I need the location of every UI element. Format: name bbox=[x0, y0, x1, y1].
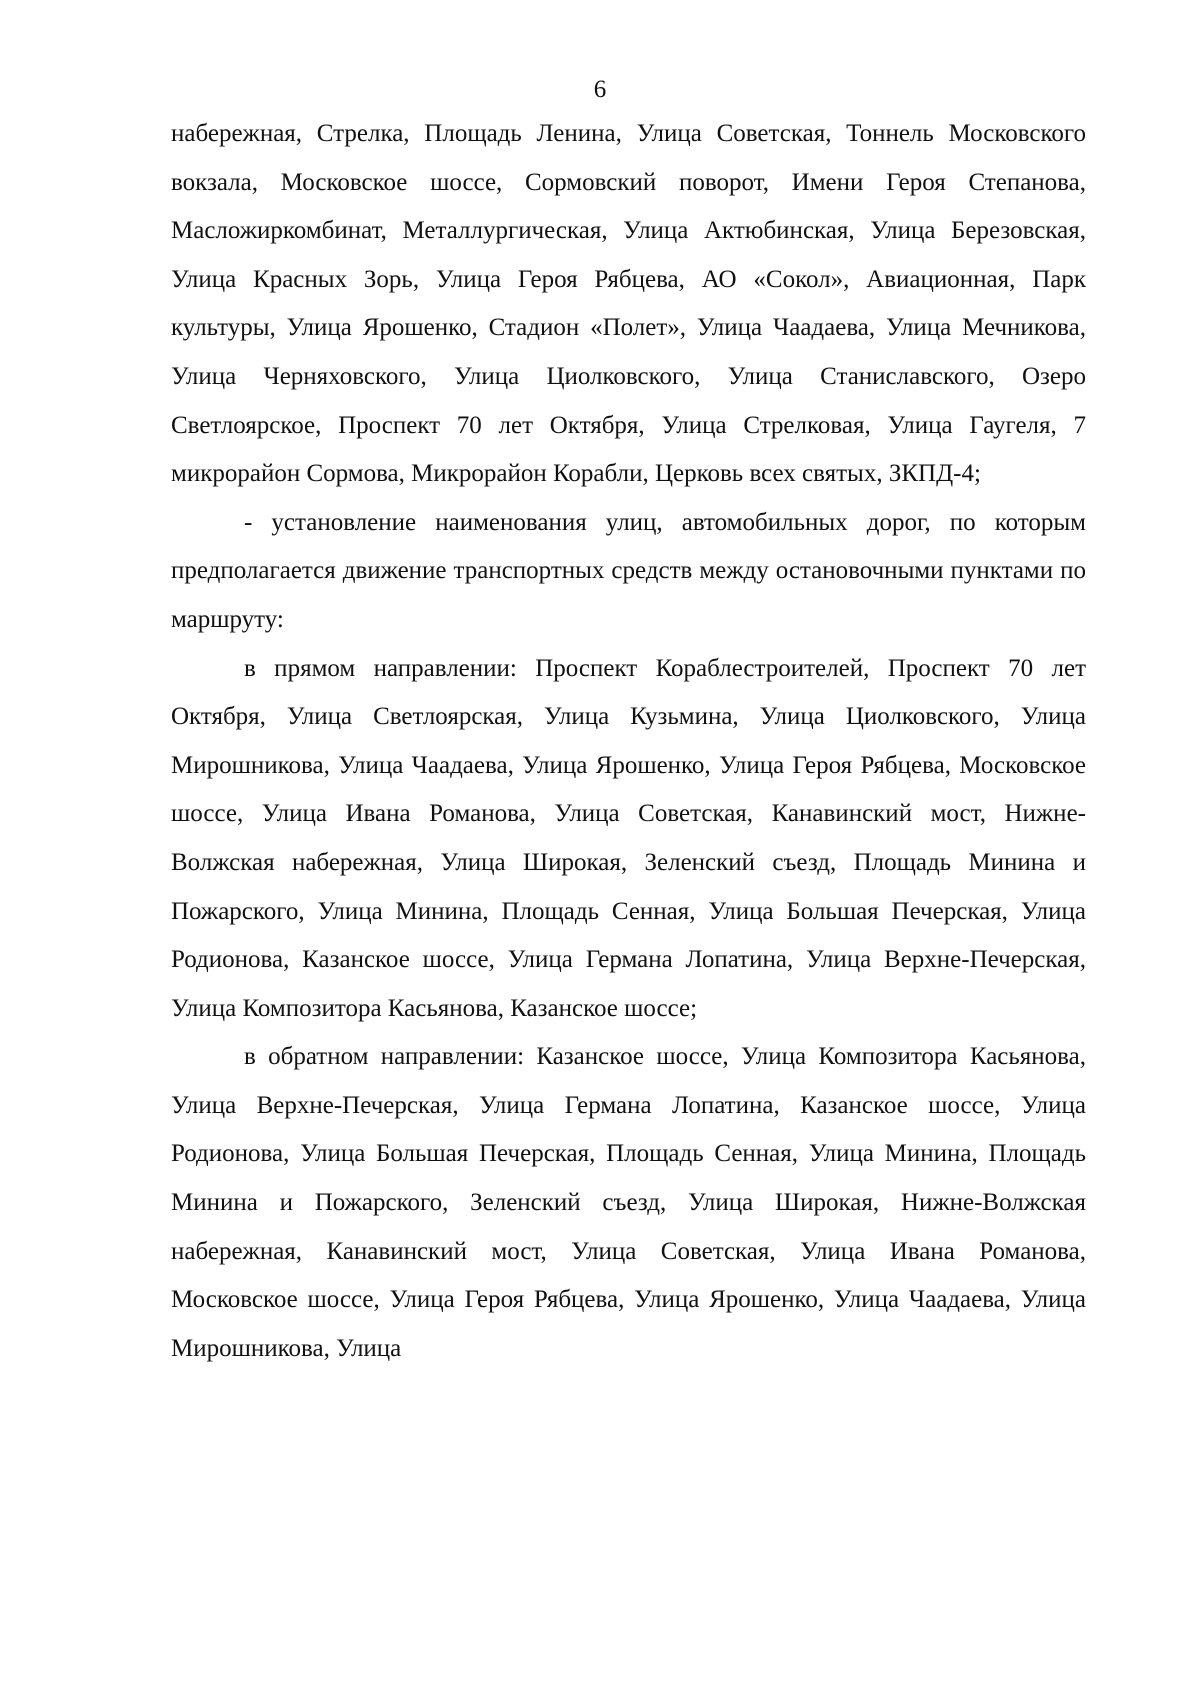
reverse-direction-paragraph: в обратном направлении: Казанское шоссе, Улица Композитора Касьянова, Улица Верхне-Печерская, Улица Германа Лопатина, Казанское шоссе, Улица Родионова, Улица Большая Печерская, Площадь Сенная, Улица Минина, Площадь Минина и Пожарского, Зеленский съезд, Улица Широкая, Нижне-Волжская набережная, Канавинский мост, Улица Советская, Улица Ивана Романова, Московское шоссе, Улица Героя Рябцева, Улица Ярошенко, Улица Чаадаева, Улица Мирошникова, Улица bbox=[171, 1043, 1086, 1362]
document-body bbox=[171, 110, 1086, 1373]
streets-intro-paragraph: - установление наименования улиц, автомобильных дорог, по которым предполагается движение транспортных средств между остановочными пунктами по маршруту: bbox=[171, 508, 1086, 633]
forward-direction-paragraph: в прямом направлении: Проспект Кораблестроителей, Проспект 70 лет Октября, Улица Светлоярская, Улица Кузьмина, Улица Циолковского, Улица Мирошникова, Улица Чаадаева, Улица Ярошенко, Улица Героя Рябцева, Московское шоссе, Улица Ивана Романова, Улица Советская, Канавинский мост, Нижне-Волжская набережная, Улица Широкая, Зеленский съезд, Площадь Минина и Пожарского, Улица Минина, Площадь Сенная, Улица Большая Печерская, Улица Родионова, Казанское шоссе, Улица Германа Лопатина, Улица Верхне-Печерская, Улица Композитора Касьянова, Казанское шоссе; bbox=[171, 654, 1086, 1022]
stops-list-paragraph: набережная, Стрелка, Площадь Ленина, Улица Советская, Тоннель Московского вокзала, Московское шоссе, Сормовский поворот, Имени Героя Степанова, Масложиркомбинат, Металлургическая, Улица Актюбинская, Улица Березовская, Улица Красных Зорь, Улица Героя Рябцева, АО «Сокол», Авиационная, Парк культуры, Улица Ярошенко, Стадион «Полет», Улица Чаадаева, Улица Мечникова, Улица Черняховского, Улица Циолковского, Улица Станиславского, Озеро Светлоярское, Проспект 70 лет Октября, Улица Стрелковая, Улица Гаугеля, 7 микрорайон Сормова, Микрорайон Корабли, Церковь всех святых, ЗКПД-4; bbox=[171, 120, 1086, 488]
page-number: 6 bbox=[593, 76, 607, 103]
